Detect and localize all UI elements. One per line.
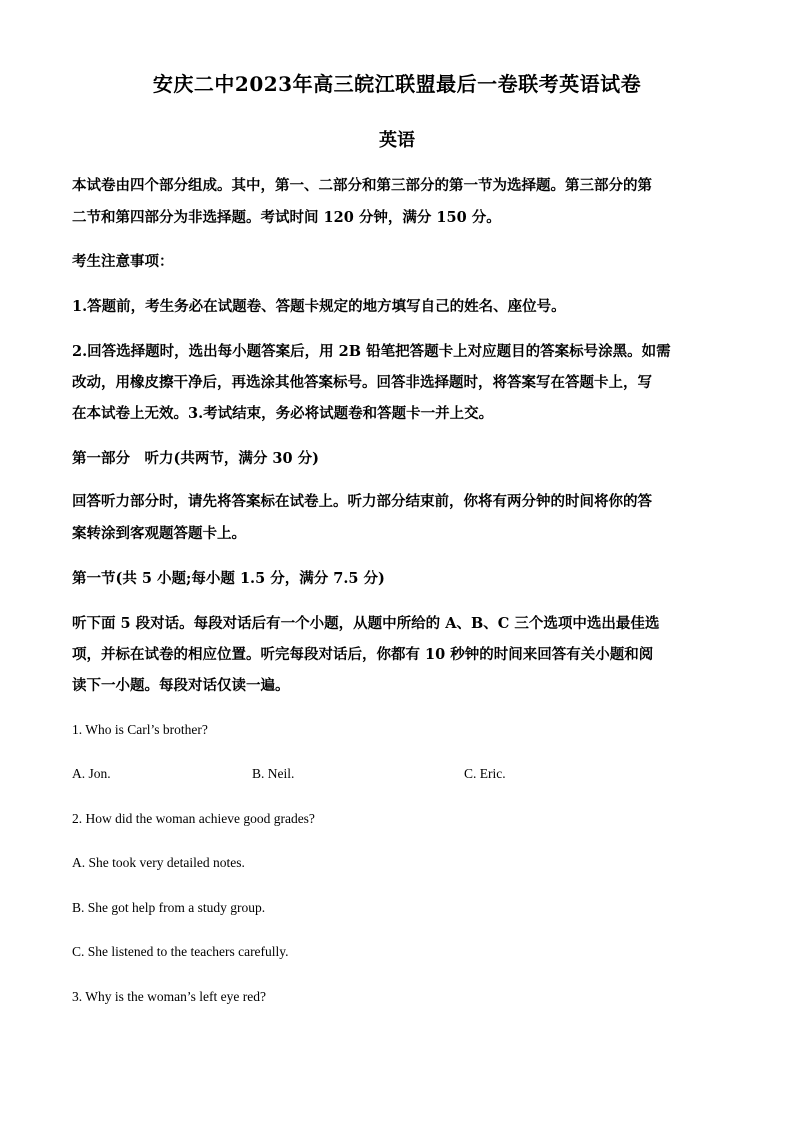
question-3-stem: 3. Why is the woman’s left eye red?	[72, 989, 266, 1004]
notice-item-2-line-3: 在本试卷上无效。3.考试结束，务必将试题卷和答题卡一并上交。	[72, 405, 494, 422]
notice-item-1: 1.答题前，考生务必在试题卷、答题卡规定的地方填写自己的姓名、座位号。	[72, 298, 566, 315]
question-1-stem: 1. Who is Carl’s brother?	[72, 722, 208, 737]
part1-heading: 第一部分 听力(共两节，满分 30 分)	[72, 450, 319, 467]
question-2-option-b: B. She got help from a study group.	[72, 900, 266, 915]
section1-desc-line-3: 读下一小题。每段对话仅读一遍。	[72, 677, 290, 694]
question-2-option-c: C. She listened to the teachers carefully.	[72, 944, 289, 959]
part1-desc-line-2: 案转涂到客观题答题卡上。	[72, 525, 246, 542]
question-1-option-c: C. Eric.	[464, 766, 506, 781]
question-1-option-b: B. Neil.	[252, 766, 295, 781]
notice-item-2-line-2: 改动，用橡皮擦干净后，再选涂其他答案标号。回答非选择题时，将答案写在答题卡上，写	[72, 374, 652, 391]
intro-line-2: 二节和第四部分为非选择题。考试时间 120 分钟，满分 150 分。	[72, 209, 501, 226]
intro-line-1: 本试卷由四个部分组成。其中，第一、二部分和第三部分的第一节为选择题。第三部分的第	[72, 177, 652, 194]
question-2-stem: 2. How did the woman achieve good grades?	[72, 811, 315, 826]
question-2-option-a: A. She took very detailed notes.	[72, 855, 245, 870]
notice-item-2-line-1: 2.回答选择题时，选出每小题答案后，用 2B 铅笔把答题卡上对应题目的答案标号涂黑。如需	[72, 343, 671, 360]
notice-heading: 考生注意事项：	[72, 253, 174, 270]
section1-desc-line-1: 听下面 5 段对话。每段对话后有一个小题，从题中所给的 A、B、C 三个选项中选出最佳选	[72, 615, 660, 632]
section1-desc-line-2: 项，并标在试卷的相应位置。听完每段对话后，你都有 10 秒钟的时间来回答有关小题和阅	[72, 646, 654, 663]
exam-title: 安庆二中2023年高三皖江联盟最后一卷联考英语试卷	[152, 72, 642, 96]
exam-subtitle: 英语	[379, 130, 415, 151]
section1-heading: 第一节(共 5 小题;每小题 1.5 分，满分 7.5 分)	[72, 570, 385, 587]
part1-desc-line-1: 回答听力部分时，请先将答案标在试卷上。听力部分结束前，你将有两分钟的时间将你的答	[72, 493, 652, 510]
question-1-option-a: A. Jon.	[72, 766, 111, 781]
